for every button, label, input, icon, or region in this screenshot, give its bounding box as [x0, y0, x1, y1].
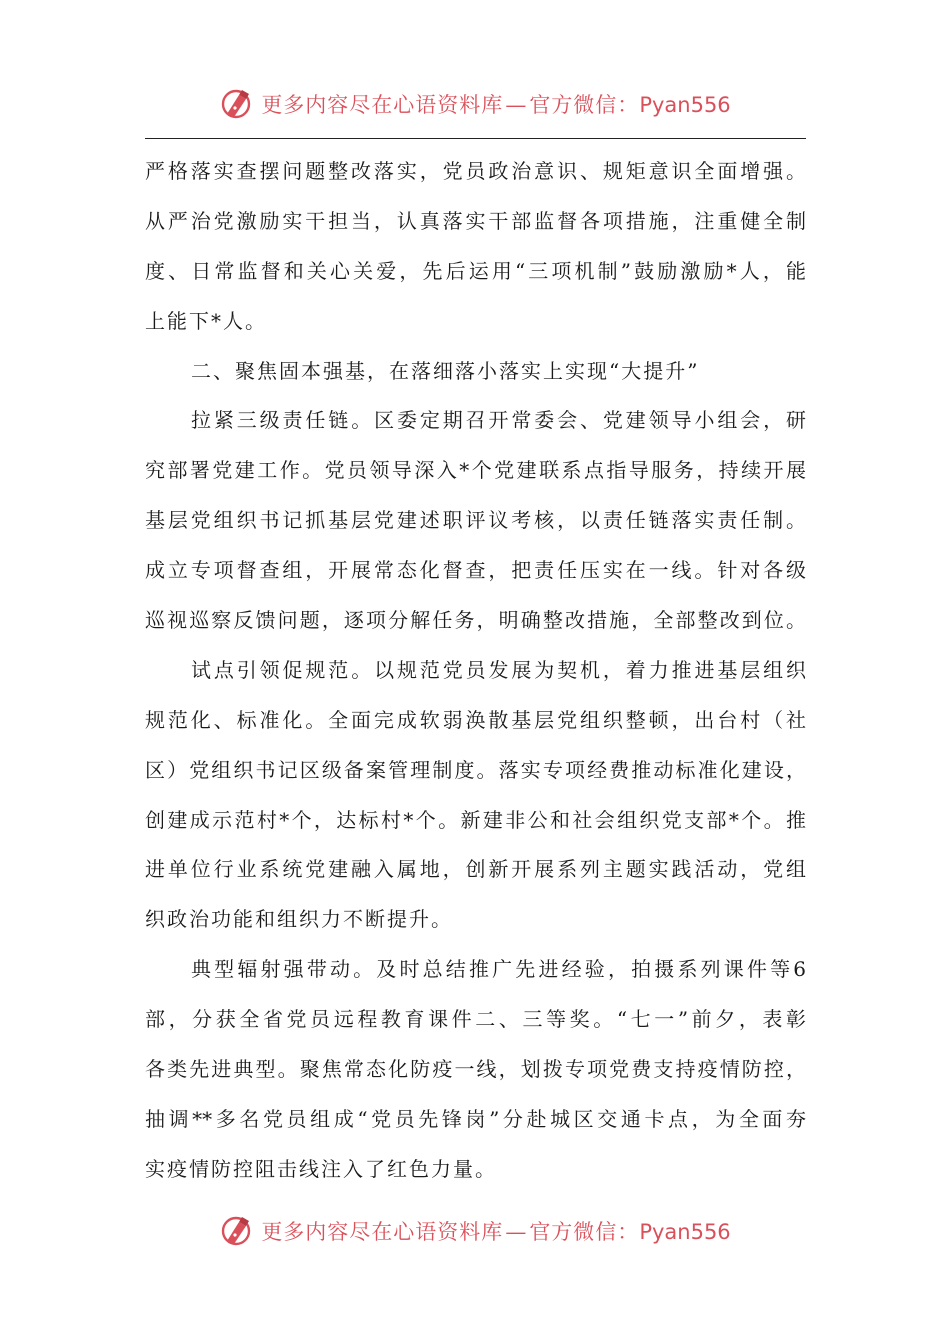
body-line: 拉紧三级责任链。区委定期召开常委会、党建领导小组会，研	[191, 408, 806, 433]
header-banner-text	[261, 89, 730, 119]
body-line: 从严治党激励实干担当，认真落实干部监督各项措施，注重健全制	[145, 208, 806, 233]
body-line: 抽调**多名党员组成“党员先锋岗”分赴城区交通卡点，为全面夯	[145, 1106, 806, 1131]
body-line: 部，分获全省党员远程教育课件二、三等奖。“七一”前夕，表彰	[145, 1007, 806, 1032]
body-line: 试点引领促规范。以规范党员发展为契机，着力推进基层组织	[191, 657, 806, 682]
footer-banner	[0, 1211, 950, 1251]
body-line: 织政治功能和组织力不断提升。	[145, 907, 453, 932]
header-banner-label: 官方微信：	[529, 93, 640, 117]
header-banner-main: 更多内容尽在心语资料库	[261, 93, 504, 117]
document-body	[145, 147, 806, 1195]
header-banner	[0, 84, 950, 124]
body-line: 严格落实查摆问题整改落实，党员政治意识、规矩意识全面增强。	[145, 159, 806, 183]
body-line: 进单位行业系统党建融入属地，创新开展系列主题实践活动，党组	[145, 857, 806, 882]
header-banner-dash: —	[505, 93, 528, 117]
body-line: 规范化、标准化。全面完成软弱涣散基层党组织整顿，出台村（社	[145, 707, 806, 732]
header-wechat-id: Pyan556	[639, 93, 731, 117]
footer-banner-dash: —	[505, 1220, 528, 1244]
body-line: 巡视巡察反馈问题，逐项分解任务，明确整改措施，全部整改到位。	[145, 608, 806, 633]
body-line: 究部署党建工作。党员领导深入*个党建联系点指导服务，持续开展	[145, 458, 806, 483]
body-line: 各类先进典型。聚焦常态化防疫一线，划拨专项党费支持疫情防控，	[145, 1057, 806, 1082]
body-line: 创建成示范村*个，达标村*个。新建非公和社会组织党支部*个。推	[145, 807, 806, 832]
body-line: 实疫情防控阻击线注入了红色力量。	[145, 1156, 497, 1181]
footer-wechat-id: Pyan556	[639, 1220, 731, 1244]
footer-banner-main: 更多内容尽在心语资料库	[261, 1220, 504, 1244]
body-line: 基层党组织书记抓基层党建述职评议考核，以责任链落实责任制。	[145, 508, 806, 533]
body-line: 上能下*人。	[145, 308, 267, 333]
section-heading: 二、聚焦固本强基，在落细落小落实上实现“大提升”	[191, 358, 700, 383]
body-line: 典型辐射强带动。及时总结推广先进经验，拍摄系列课件等6	[191, 957, 806, 982]
pen-nib-logo-icon	[219, 1213, 255, 1249]
footer-banner-label: 官方微信：	[529, 1220, 640, 1244]
body-line: 度、日常监督和关心关爱，先后运用“三项机制”鼓励激励*人，能	[145, 258, 806, 283]
pen-nib-logo-icon	[219, 86, 255, 122]
body-line: 成立专项督查组，开展常态化督查，把责任压实在一线。针对各级	[145, 558, 806, 583]
body-line: 区）党组织书记区级备案管理制度。落实专项经费推动标准化建设，	[145, 757, 806, 782]
footer-banner-text	[261, 1216, 730, 1246]
header-divider	[145, 138, 806, 139]
